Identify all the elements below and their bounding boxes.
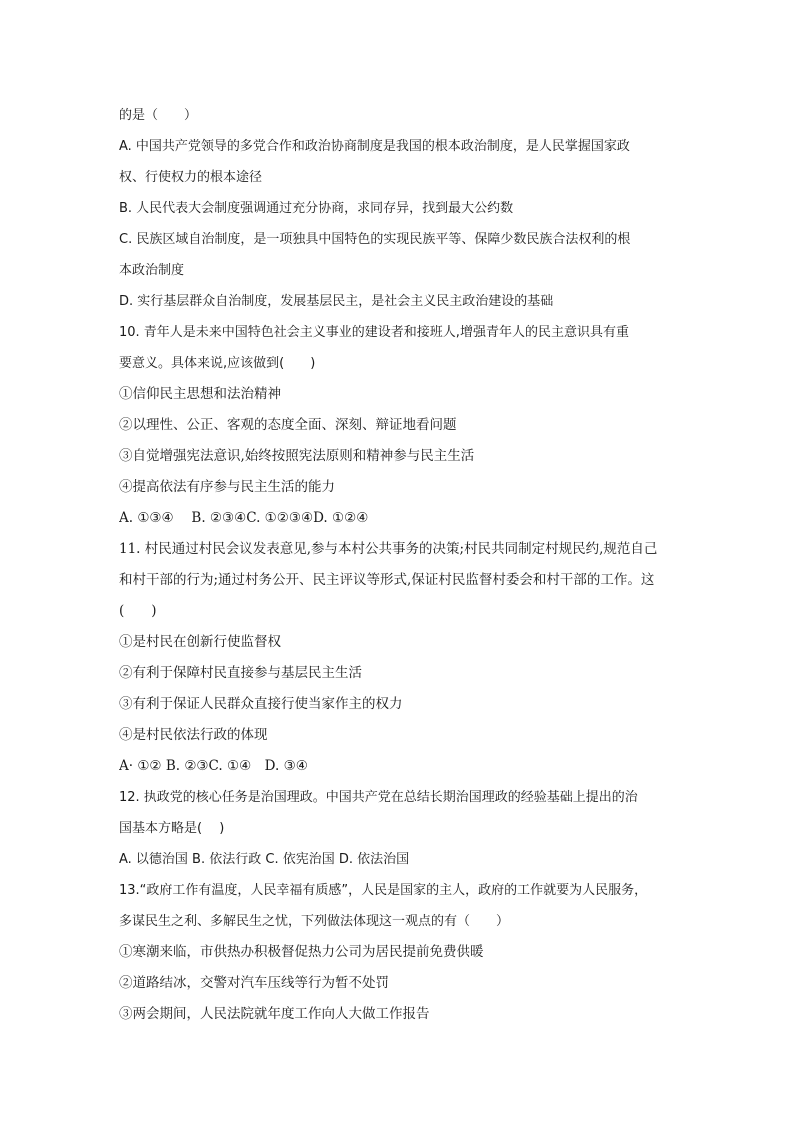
q9-option-b: B. 人民代表大会制度强调通过充分协商，求同存异，找到最大公约数 [119, 201, 514, 216]
q10-stem-line-1: 10. 青年人是未来中国特色社会主义事业的建设者和接班人,增强青年人的民主意识具有重 [119, 325, 629, 340]
question-11 [119, 534, 679, 782]
q9-option-a-line-1: A. 中国共产党领导的多党合作和政治协商制度是我国的根本政治制度，是人民掌握国家政 [119, 139, 630, 154]
q10-item-1: ①信仰民主思想和法治精神 [119, 386, 281, 402]
q10-item-4: ④提高依法有序参与民主生活的能力 [119, 479, 335, 495]
q11-options: A· ①② B. ②③C. ①④ D. ③④ [119, 758, 308, 774]
q9-stem-tail: 的是（ ） [119, 108, 198, 123]
q10-item-3: ③自觉增强宪法意识,始终按照宪法原则和精神参与民主生活 [119, 448, 475, 464]
q13-item-3: ③两会期间，人民法院就年度工作向人大做工作报告 [119, 1006, 430, 1022]
q12-stem-line-2: 国基本方略是( ) [119, 821, 225, 836]
q11-stem-line-1: 11. 村民通过村民会议发表意见,参与本村公共事务的决策;村民共同制定村规民约,规范自己 [119, 541, 658, 557]
q11-item-2: ②有利于保障村民直接参与基层民主生活 [119, 665, 362, 681]
q10-item-2: ②以理性、公正、客观的态度全面、深刻、辩证地看问题 [119, 417, 457, 433]
q10-options: A. ①③④ B. ②③④C. ①②③④D. ①②④ [119, 510, 369, 526]
q13-stem-line-1: 13.“政府工作有温度，人民幸福有质感”，人民是国家的主人，政府的工作就要为人民服务， [119, 883, 648, 898]
q13-stem-line-2: 多谋民生之利、多解民生之忧，下列做法体现这一观点的有（ ） [119, 914, 510, 929]
q9-option-c-line-2: 本政治制度 [119, 263, 185, 278]
q11-item-4: ④是村民依法行政的体现 [119, 727, 268, 743]
question-12 [119, 782, 679, 875]
q13-item-2: ②道路结冰，交警对汽车压线等行为暂不处罚 [119, 975, 389, 991]
document-page [119, 100, 679, 1030]
q11-stem-line-2: 和村干部的行为;通过村务公开、民主评议等形式,保证村民监督村委会和村干部的工作。这 [119, 572, 655, 588]
q9-option-d: D. 实行基层群众自治制度，发展基层民主，是社会主义民主政治建设的基础 [119, 294, 554, 309]
q9-option-a-line-2: 权、行使权力的根本途径 [119, 170, 263, 185]
q9-option-c-line-1: C. 民族区域自治制度，是一项独具中国特色的实现民族平等、保障少数民族合法权利的根 [119, 232, 631, 247]
q12-stem-line-1: 12. 执政党的核心任务是治国理政。中国共产党在总结长期治国理政的经验基础上提出的治 [119, 790, 638, 805]
q13-item-1: ①寒潮来临，市供热办积极督促热力公司为居民提前免费供暖 [119, 944, 484, 960]
q11-item-3: ③有利于保证人民群众直接行使当家作主的权力 [119, 696, 403, 712]
q11-stem-line-3: ( ) [119, 603, 157, 619]
question-13 [119, 875, 679, 1030]
question-9 [119, 100, 679, 317]
q10-stem-line-2: 要意义。具体来说,应该做到( ) [119, 356, 316, 371]
q12-options: A. 以德治国 B. 依法行政 C. 依宪治国 D. 依法治国 [119, 852, 410, 867]
question-10 [119, 317, 679, 534]
q11-item-1: ①是村民在创新行使监督权 [119, 634, 281, 650]
